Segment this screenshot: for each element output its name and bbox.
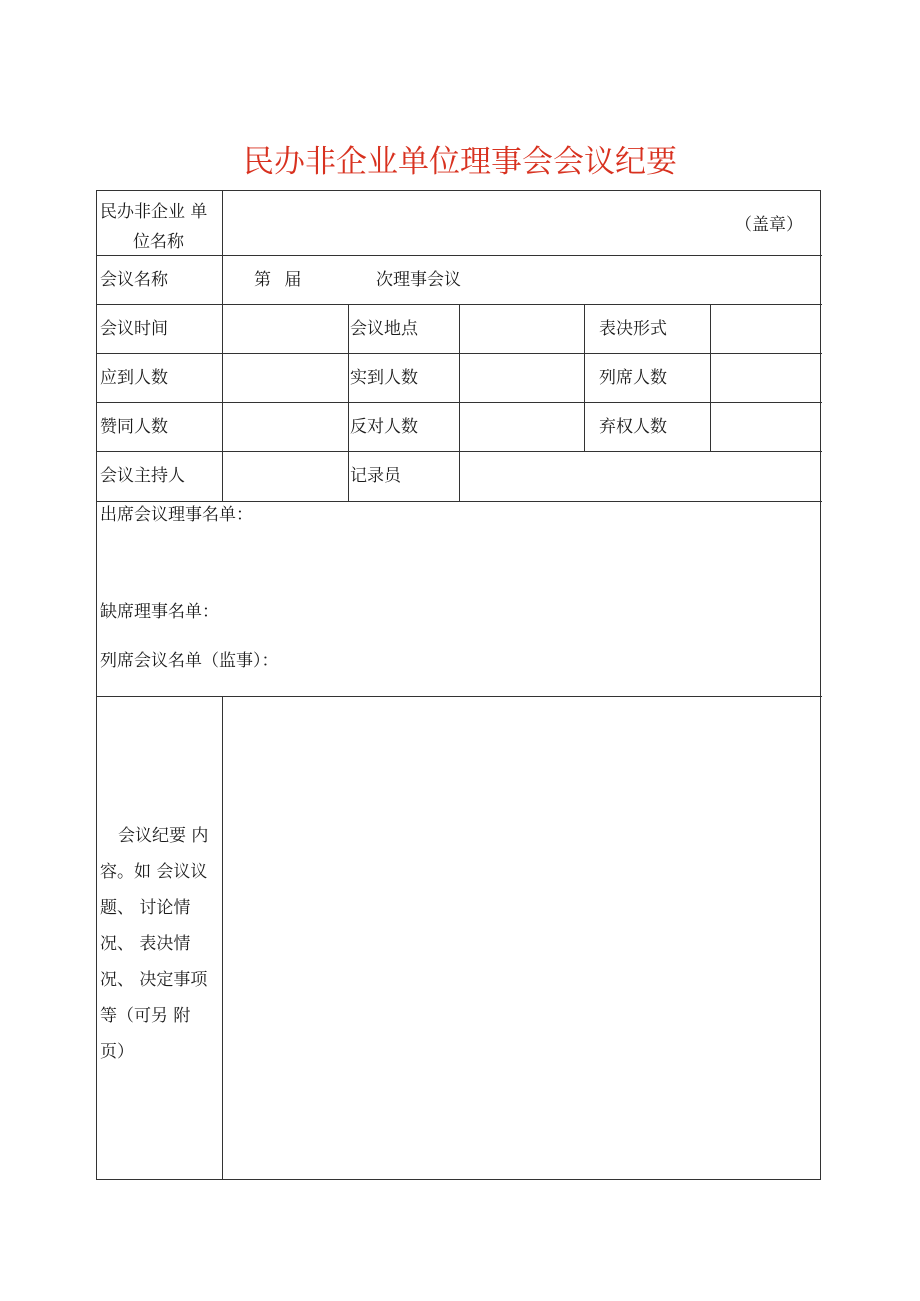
meeting-location-field[interactable] bbox=[461, 306, 582, 352]
meeting-time-label: 会议时间 bbox=[100, 319, 168, 339]
meeting-suffix: 次理事会议 bbox=[376, 270, 461, 290]
host-label: 会议主持人 bbox=[100, 466, 185, 486]
observer-count-field[interactable] bbox=[712, 355, 820, 401]
column-divider bbox=[584, 304, 585, 452]
org-name-field[interactable] bbox=[224, 193, 820, 253]
minutes-label-line: 况、 决定事项 bbox=[100, 970, 208, 990]
org-name-label-line2: 位名称 bbox=[133, 232, 184, 252]
vote-form-field[interactable] bbox=[712, 306, 820, 352]
host-field[interactable] bbox=[224, 453, 346, 500]
minutes-label-line: 况、 表决情 bbox=[100, 934, 191, 954]
abstain-label: 弃权人数 bbox=[599, 417, 667, 437]
minutes-content-area[interactable] bbox=[223, 697, 821, 1180]
meeting-name-label: 会议名称 bbox=[100, 270, 168, 290]
actual-count-label: 实到人数 bbox=[350, 368, 418, 388]
expected-count-field[interactable] bbox=[224, 355, 346, 401]
present-directors-label: 出席会议理事名单： bbox=[100, 505, 253, 525]
observer-count-label: 列席人数 bbox=[599, 368, 667, 388]
expected-count-label: 应到人数 bbox=[100, 368, 168, 388]
absent-directors-label: 缺席理事名单： bbox=[100, 602, 219, 622]
abstain-field[interactable] bbox=[712, 404, 820, 450]
org-name-label-line1: 民办非企业 单 bbox=[100, 202, 208, 222]
minutes-label-line: 会议纪要 内 bbox=[118, 826, 209, 846]
minutes-form bbox=[96, 190, 821, 1180]
column-divider bbox=[459, 304, 460, 501]
document-title: 民办非企业单位理事会会议纪要 bbox=[243, 144, 677, 180]
votes-for-field[interactable] bbox=[224, 404, 346, 450]
row-divider bbox=[97, 255, 822, 256]
minutes-label-line: 容。如 会议议 bbox=[100, 862, 208, 882]
votes-for-label: 赞同人数 bbox=[100, 417, 168, 437]
votes-against-field[interactable] bbox=[461, 404, 582, 450]
vote-form-label: 表决形式 bbox=[599, 319, 667, 339]
meeting-location-label: 会议地点 bbox=[350, 319, 418, 339]
column-divider bbox=[222, 191, 223, 501]
minutes-label-line: 题、 讨论情 bbox=[100, 898, 191, 918]
votes-against-label: 反对人数 bbox=[350, 417, 418, 437]
minutes-label-line: 页） bbox=[100, 1042, 134, 1062]
column-divider bbox=[710, 304, 711, 452]
session-prefix: 第 届 bbox=[254, 270, 302, 290]
seal-label: （盖章） bbox=[735, 215, 803, 235]
column-divider bbox=[348, 304, 349, 501]
row-divider bbox=[97, 501, 822, 502]
recorder-field[interactable] bbox=[461, 453, 820, 500]
minutes-label-line: 等（可另 附 bbox=[100, 1006, 191, 1026]
actual-count-field[interactable] bbox=[461, 355, 582, 401]
meeting-time-field[interactable] bbox=[224, 306, 346, 352]
observers-list-label: 列席会议名单（监事）： bbox=[100, 651, 279, 671]
recorder-label: 记录员 bbox=[350, 466, 401, 486]
